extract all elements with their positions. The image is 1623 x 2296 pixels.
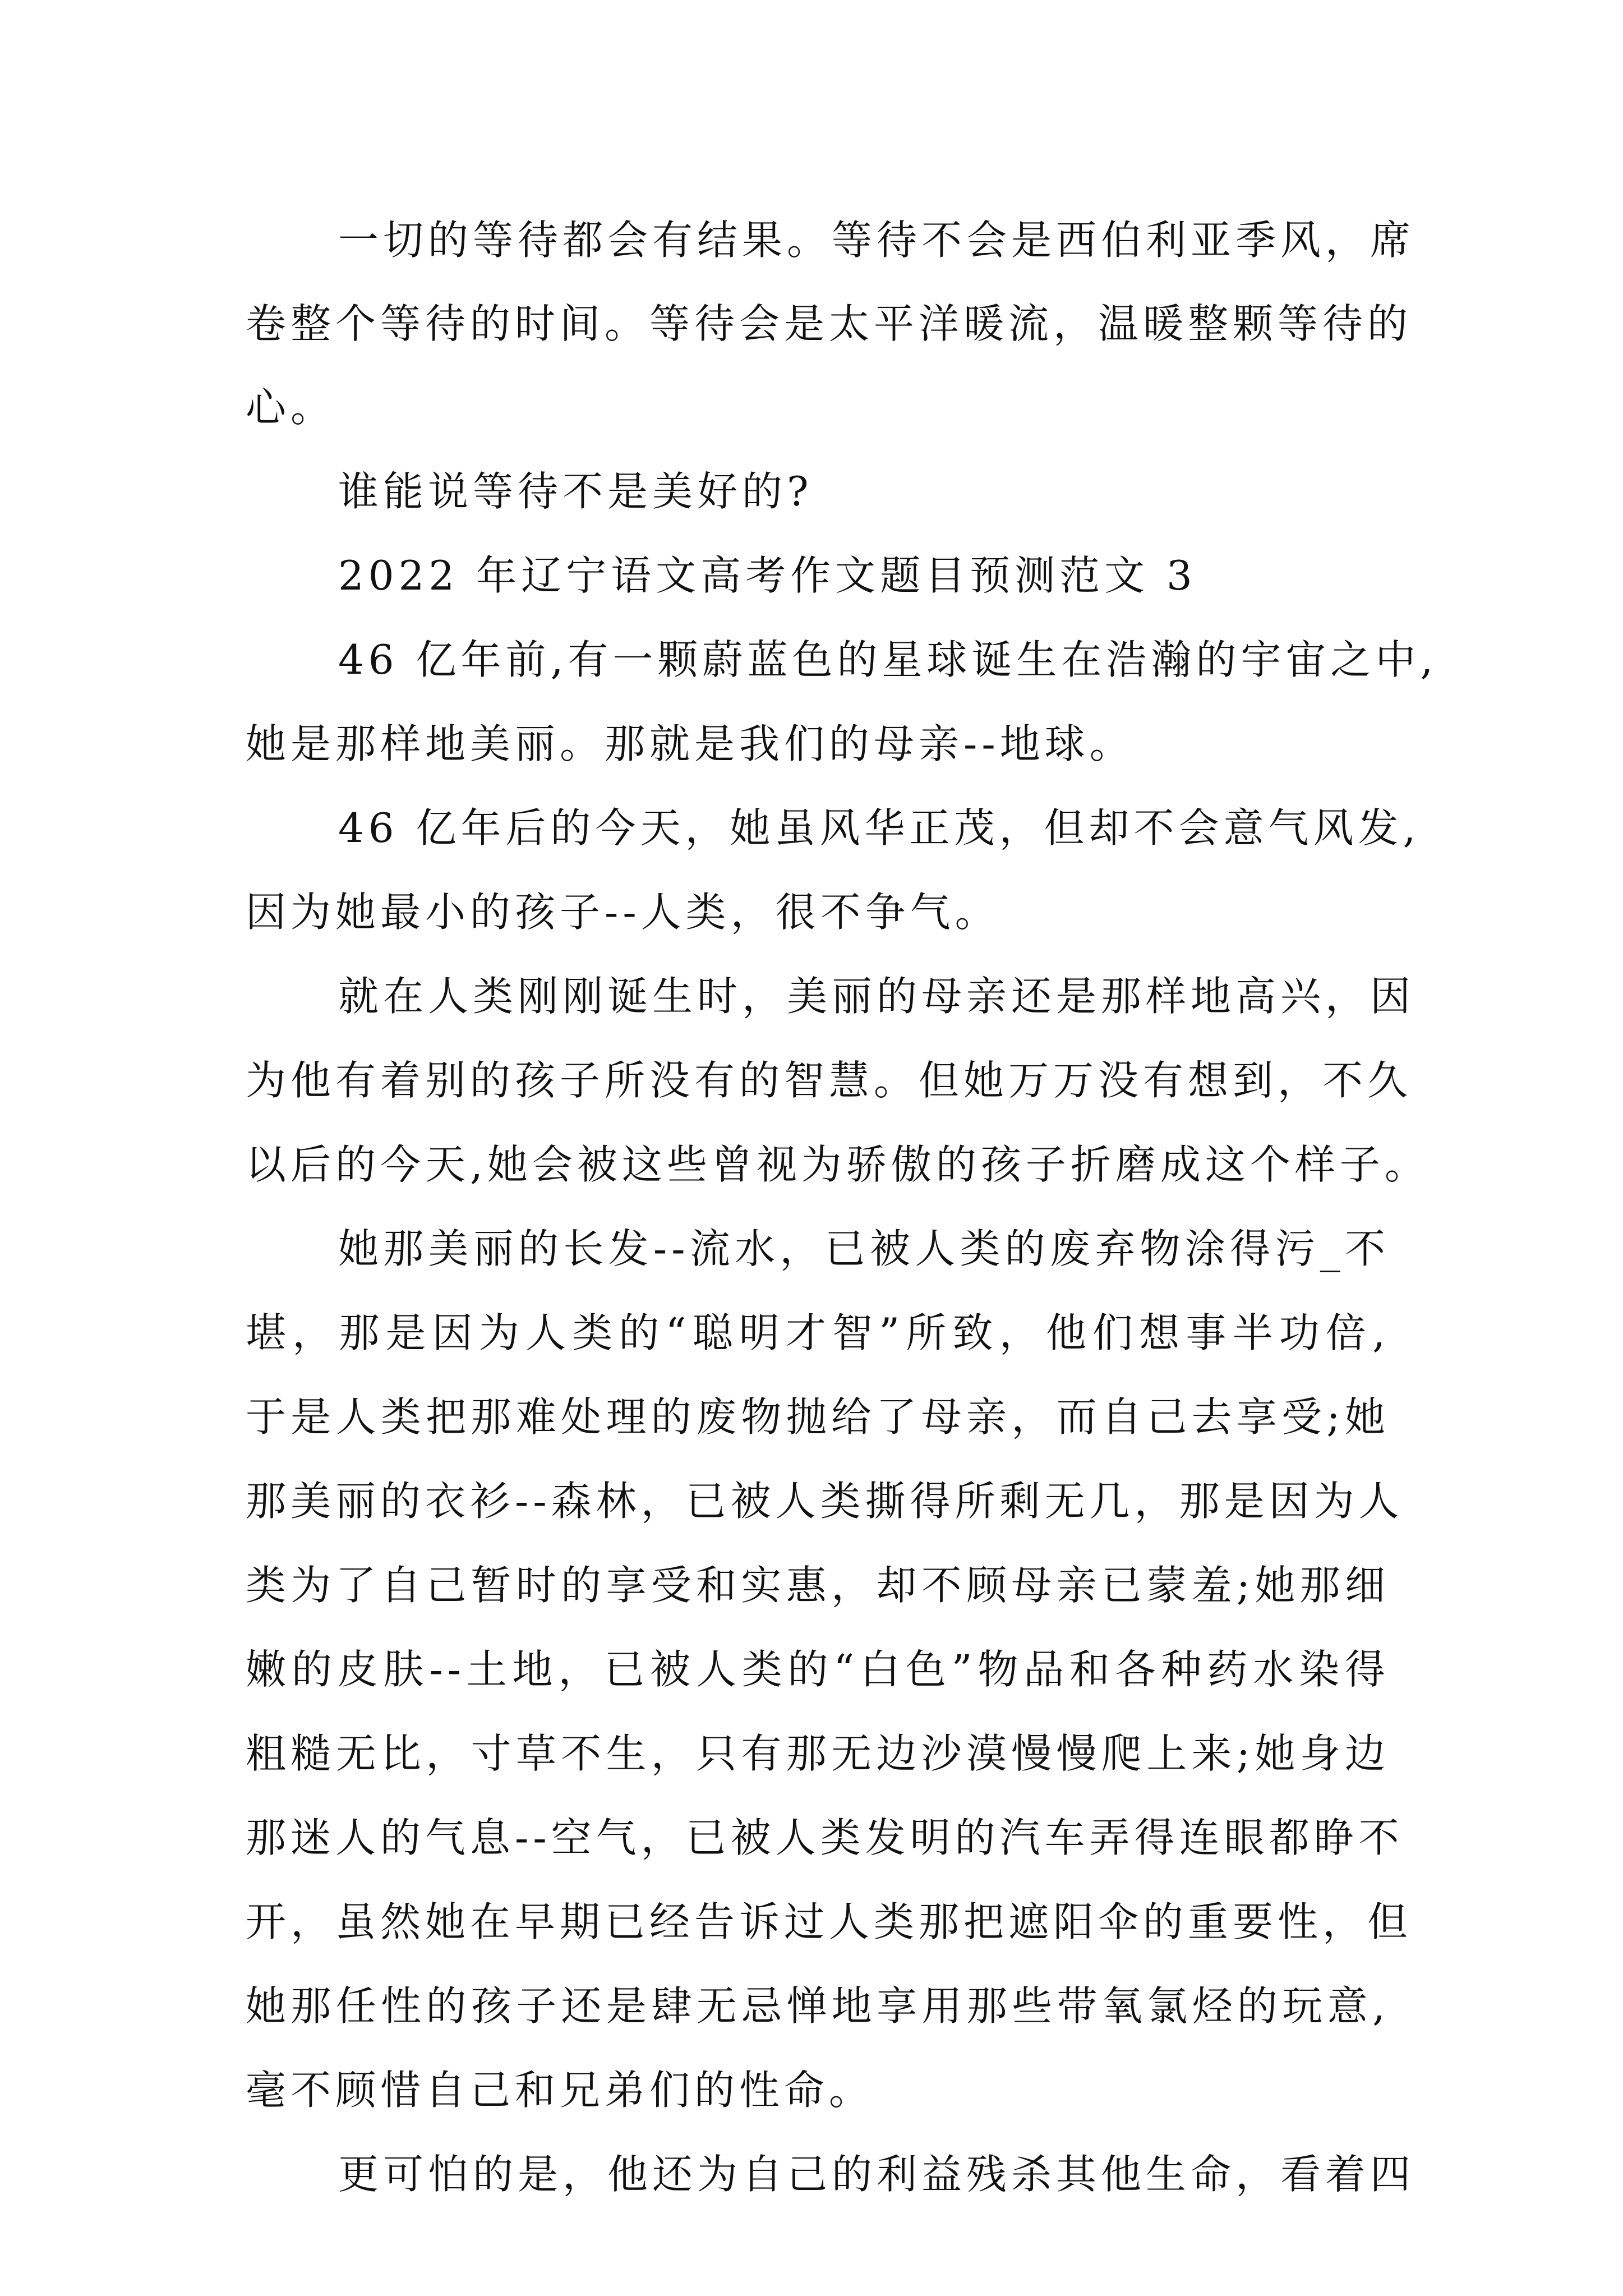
text-line: 46 亿年后的今天，她虽风华正茂，但却不会意气风发, [338,804,1421,852]
text-line: 毫不顾惜自己和兄弟们的性命。 [246,2067,874,2114]
text-line: 她是那样地美丽。那就是我们的母亲--地球。 [246,720,1135,767]
text-line: 她那美丽的长发--流水，已被人类的废弃物涂得污_不 [338,1225,1390,1272]
text-line: 嫩的皮肤--土地，已被人类的“白色”物品和各种药水染得 [246,1646,1390,1693]
text-line: 那迷人的气息--空气，已被人类发明的汽车弄得连眼都睁不 [246,1814,1404,1861]
text-line: 就在人类刚刚诞生时，美丽的母亲还是那样地高兴，因 [338,973,1415,1020]
text-line: 更可怕的是，他还为自己的利益残杀其他生命，看着四 [338,2151,1415,2198]
text-line: 粗糙无比，寸草不生，只有那无边沙漠慢慢爬上来;她身边 [246,1730,1390,1777]
text-line: 以后的今天,她会被这些曾视为骄傲的孩子折磨成这个样子。 [246,1141,1430,1188]
text-line: 谁能说等待不是美好的? [338,468,813,515]
text-line: 46 亿年前,有一颗蔚蓝色的星球诞生在浩瀚的宇宙之中, [338,636,1438,683]
text-line: 开，虽然她在早期已经告诉过人类那把遮阳伞的重要性，但 [246,1898,1413,1945]
text-line: 堪，那是因为人类的“聪明才智”所致，他们想事半功倍, [246,1309,1390,1356]
text-line: 她那任性的孩子还是肆无忌惮地享用那些带氧氯烃的玩意, [246,1982,1390,2030]
section-heading: 2022 年辽宁语文高考作文题目预测范文 3 [338,552,1197,599]
document-page [246,0,1438,2296]
text-line: 于是人类把那难处理的废物抛给了母亲，而自己去享受;她 [246,1393,1390,1441]
text-line: 卷整个等待的时间。等待会是太平洋暖流，温暖整颗等待的 [246,300,1413,347]
text-line: 一切的等待都会有结果。等待不会是西伯利亚季风，席 [338,217,1415,264]
text-line: 心。 [246,384,336,431]
text-line: 那美丽的衣衫--森林，已被人类撕得所剩无几，那是因为人 [246,1478,1404,1525]
text-line: 类为了自己暂时的享受和实惠，却不顾母亲已蒙羞;她那细 [246,1562,1390,1609]
text-line: 为他有着别的孩子所没有的智慧。但她万万没有想到，不久 [246,1057,1413,1104]
text-line: 因为她最小的孩子--人类，很不争气。 [246,889,1000,936]
